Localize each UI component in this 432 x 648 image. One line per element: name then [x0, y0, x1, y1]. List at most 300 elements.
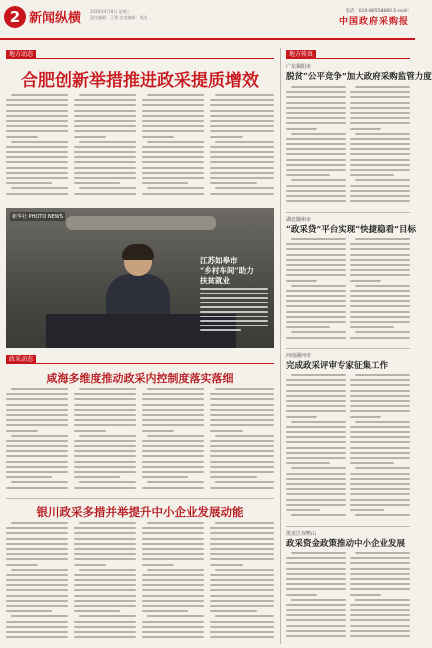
- body-text-line: [350, 148, 410, 150]
- body-text-line: [142, 419, 204, 421]
- body-text-line: [350, 243, 410, 245]
- main-article-col-4: [210, 94, 274, 202]
- body-text-line: [6, 471, 68, 473]
- body-text-line: [210, 167, 274, 169]
- side-article-2-headline: “政采贷”平台实现“快捷稳看”目标: [286, 225, 417, 235]
- body-text-line: [210, 461, 274, 463]
- body-text-line: [6, 532, 68, 534]
- body-text-line: [74, 543, 136, 545]
- body-text-line: [350, 169, 410, 171]
- body-text-line: [350, 568, 410, 570]
- body-text-line: [286, 410, 346, 412]
- body-text-line: [210, 409, 274, 411]
- body-text-line: [210, 527, 274, 529]
- body-text-line: [286, 269, 346, 271]
- body-text-line: [286, 264, 346, 266]
- body-text-line: [210, 466, 274, 468]
- body-text-line: [210, 110, 274, 112]
- body-text-line: [286, 107, 346, 109]
- body-text-line: [350, 274, 410, 276]
- body-text-line: [215, 481, 274, 483]
- body-text-line: [11, 187, 68, 189]
- body-text-line: [350, 452, 410, 454]
- body-text-line: [350, 426, 410, 428]
- caption-text-line: [200, 325, 268, 327]
- side-article-2-col-2: [350, 238, 410, 344]
- body-text-line: [291, 238, 346, 240]
- side-article-4-kicker: 黑龙江双鸭山: [286, 531, 317, 537]
- body-text-line: [350, 562, 410, 564]
- body-text-line: [286, 609, 346, 611]
- body-text-line: [142, 172, 204, 174]
- body-text-line: [6, 584, 68, 586]
- body-text-line: [6, 404, 68, 406]
- body-text-line: [6, 110, 68, 112]
- body-text-line: [6, 414, 68, 416]
- body-text-line: [142, 450, 204, 452]
- body-text-line: [142, 120, 204, 122]
- body-text-line: [355, 179, 410, 181]
- caption-text-line: [200, 297, 268, 299]
- body-text-line: [210, 104, 274, 106]
- body-text-line: [350, 619, 410, 621]
- body-text-line: [74, 424, 136, 426]
- body-text-line: [286, 604, 346, 606]
- body-text-line: [74, 564, 106, 566]
- body-text-line: [286, 478, 346, 480]
- body-text-line: [286, 153, 346, 155]
- body-text-line: [6, 115, 68, 117]
- body-text-line: [142, 621, 204, 623]
- body-text-line: [74, 605, 136, 607]
- body-text-line: [74, 487, 136, 489]
- body-text-line: [6, 167, 68, 169]
- body-text-line: [355, 421, 410, 423]
- body-text-line: [355, 238, 410, 240]
- lower-article-col-3: [142, 388, 204, 494]
- lower-article-col-2: [74, 388, 136, 494]
- body-text-line: [142, 445, 204, 447]
- body-text-line: [210, 125, 274, 127]
- body-text-line: [286, 138, 346, 140]
- body-text-line: [210, 161, 274, 163]
- caption-text-line: [200, 316, 268, 318]
- section-tag-fax: 地方传真: [286, 50, 316, 59]
- body-text-line: [350, 635, 410, 637]
- body-text-line: [74, 636, 136, 638]
- body-text-line: [210, 574, 274, 576]
- body-text-line: [215, 522, 274, 524]
- body-text-line: [6, 177, 68, 179]
- body-text-line: [6, 543, 68, 545]
- body-text-line: [286, 614, 346, 616]
- body-text-line: [286, 96, 346, 98]
- caption-text-line: [200, 311, 268, 313]
- body-text-line: [74, 610, 120, 612]
- body-text-line: [350, 379, 410, 381]
- side-article-1-col-1: [286, 86, 346, 208]
- body-text-line: [350, 493, 410, 495]
- body-text-line: [6, 476, 52, 478]
- side-article-4-col-1: [286, 552, 346, 644]
- body-text-line: [6, 409, 68, 411]
- body-text-line: [286, 164, 346, 166]
- body-text-line: [350, 436, 410, 438]
- body-text-line: [350, 614, 410, 616]
- body-text-line: [286, 400, 346, 402]
- body-text-line: [210, 558, 274, 560]
- body-text-line: [74, 450, 136, 452]
- body-text-line: [142, 424, 204, 426]
- body-text-line: [286, 625, 346, 627]
- body-text-line: [74, 553, 136, 555]
- body-text-line: [74, 156, 136, 158]
- body-text-line: [286, 573, 346, 575]
- side-article-2-col-1: [286, 238, 346, 344]
- body-text-line: [74, 182, 120, 184]
- body-text-line: [74, 548, 136, 550]
- body-text-line: [142, 104, 204, 106]
- body-text-line: [210, 476, 257, 478]
- body-text-line: [74, 120, 136, 122]
- body-text-line: [74, 626, 136, 628]
- body-text-line: [142, 471, 204, 473]
- body-text-line: [291, 421, 346, 423]
- body-text-line: [286, 169, 346, 171]
- side-article-4-headline: 政采资金政策推动中小企业发展: [286, 539, 406, 549]
- body-text-line: [286, 431, 346, 433]
- body-text-line: [74, 151, 136, 153]
- body-text-line: [350, 390, 410, 392]
- body-text-line: [6, 461, 68, 463]
- body-text-line: [74, 558, 136, 560]
- body-text-line: [286, 499, 346, 501]
- body-text-line: [79, 94, 136, 96]
- body-text-line: [355, 514, 410, 516]
- body-text-line: [79, 522, 136, 524]
- body-text-line: [74, 584, 136, 586]
- body-text-line: [210, 631, 274, 633]
- body-text-line: [142, 99, 204, 101]
- body-text-line: [142, 156, 204, 158]
- body-text-line: [142, 631, 204, 633]
- body-text-line: [6, 130, 68, 132]
- main-article-col-1: [6, 94, 68, 202]
- body-text-line: [142, 626, 204, 628]
- body-text-line: [286, 473, 346, 475]
- body-text-line: [210, 99, 274, 101]
- body-text-line: [286, 274, 346, 276]
- body-text-line: [142, 461, 204, 463]
- bottom-article-col-2: [74, 522, 136, 644]
- body-text-line: [350, 384, 410, 386]
- body-text-line: [286, 117, 346, 119]
- article-divider: [286, 526, 410, 527]
- body-text-line: [286, 243, 346, 245]
- caption-text-line: [200, 329, 241, 331]
- body-text-line: [286, 635, 346, 637]
- body-text-line: [286, 583, 346, 585]
- body-text-line: [286, 578, 346, 580]
- body-text-line: [142, 543, 204, 545]
- body-text-line: [350, 316, 410, 318]
- body-text-line: [286, 493, 346, 495]
- caption-text-line: [200, 293, 268, 295]
- body-text-line: [286, 259, 346, 261]
- body-text-line: [210, 471, 274, 473]
- body-text-line: [210, 151, 274, 153]
- body-text-line: [74, 600, 136, 602]
- newspaper-brand: 中国政府采购报: [338, 17, 409, 27]
- body-text-line: [210, 182, 257, 184]
- body-text-line: [74, 414, 136, 416]
- body-text-line: [142, 487, 204, 489]
- body-text-line: [286, 390, 346, 392]
- body-text-line: [6, 99, 68, 101]
- body-text-line: [6, 579, 68, 581]
- body-text-line: [6, 553, 68, 555]
- body-text-line: [350, 462, 394, 464]
- body-text-line: [74, 404, 136, 406]
- body-text-line: [350, 578, 410, 580]
- body-text-line: [142, 125, 204, 127]
- section-name: 新闻纵横: [29, 11, 82, 26]
- body-text-line: [286, 300, 346, 302]
- body-text-line: [210, 532, 274, 534]
- section-tag-local: 地方动态: [6, 50, 36, 59]
- body-text-line: [6, 631, 68, 633]
- body-text-line: [286, 452, 346, 454]
- body-text-line: [74, 161, 136, 163]
- body-text-line: [286, 395, 346, 397]
- body-text-line: [286, 91, 346, 93]
- body-text-line: [210, 543, 274, 545]
- body-text-line: [210, 538, 274, 540]
- body-text-line: [350, 295, 410, 297]
- side-article-3-headline: 完成政采评审专家征集工作: [286, 361, 389, 371]
- body-text-line: [6, 104, 68, 106]
- body-text-line: [350, 280, 381, 282]
- body-text-line: [286, 630, 346, 632]
- section-rule: [6, 58, 274, 59]
- caption-text-line: [200, 288, 268, 290]
- ceiling-light: [66, 216, 216, 230]
- body-text-line: [286, 405, 346, 407]
- body-text-line: [6, 636, 68, 638]
- body-text-line: [210, 548, 274, 550]
- side-article-2-kicker: 湖北随州市: [286, 217, 312, 223]
- bottom-article-col-3: [142, 522, 204, 644]
- body-text-line: [210, 430, 243, 432]
- body-text-line: [286, 483, 346, 485]
- body-text-line: [350, 447, 410, 449]
- body-text-line: [286, 254, 346, 256]
- body-text-line: [74, 419, 136, 421]
- body-text-line: [142, 398, 204, 400]
- body-text-line: [142, 589, 204, 591]
- body-text-line: [147, 481, 204, 483]
- body-text-line: [147, 522, 204, 524]
- body-text-line: [350, 604, 410, 606]
- body-text-line: [286, 509, 320, 511]
- body-text-line: [350, 117, 410, 119]
- body-text-line: [79, 615, 136, 617]
- body-text-line: [6, 156, 68, 158]
- caption-text-line: [200, 302, 268, 304]
- body-text-line: [286, 128, 317, 130]
- body-text-line: [142, 182, 188, 184]
- body-text-line: [142, 151, 204, 153]
- body-text-line: [142, 564, 174, 566]
- body-text-line: [215, 388, 274, 390]
- body-text-line: [6, 548, 68, 550]
- body-text-line: [286, 143, 346, 145]
- body-text-line: [6, 527, 68, 529]
- body-text-line: [79, 569, 136, 571]
- body-text-line: [350, 122, 410, 124]
- body-text-line: [74, 595, 136, 597]
- side-article-1-kicker: 广东揭阳市: [286, 64, 312, 70]
- body-text-line: [350, 504, 410, 506]
- body-text-line: [74, 471, 136, 473]
- body-text-line: [142, 393, 204, 395]
- column-divider: [280, 48, 281, 644]
- body-text-line: [286, 426, 346, 428]
- photo-caption-text: [200, 288, 268, 334]
- body-text-line: [291, 86, 346, 88]
- article-divider: [6, 498, 274, 499]
- body-text-line: [350, 269, 410, 271]
- body-text-line: [210, 136, 243, 138]
- body-text-line: [74, 466, 136, 468]
- body-text-line: [6, 136, 38, 138]
- body-text-line: [355, 331, 410, 333]
- article-divider: [286, 348, 410, 349]
- body-text-line: [210, 130, 274, 132]
- body-text-line: [147, 569, 204, 571]
- body-text-line: [142, 146, 204, 148]
- body-text-line: [142, 574, 204, 576]
- body-text-line: [350, 102, 410, 104]
- body-text-line: [74, 104, 136, 106]
- body-text-line: [350, 300, 410, 302]
- body-text-line: [147, 141, 204, 143]
- body-text-line: [11, 522, 68, 524]
- body-text-line: [350, 190, 410, 192]
- body-text-line: [11, 94, 68, 96]
- body-text-line: [142, 600, 204, 602]
- issue-date: 2020年4月8日 星期三: [90, 9, 131, 14]
- body-text-line: [6, 445, 68, 447]
- body-text-line: [286, 488, 346, 490]
- bottom-article-col-4: [210, 522, 274, 644]
- body-text-line: [286, 588, 346, 590]
- body-text-line: [286, 248, 346, 250]
- body-text-line: [350, 159, 410, 161]
- body-text-line: [6, 120, 68, 122]
- body-text-line: [74, 136, 106, 138]
- body-text-line: [350, 478, 410, 480]
- body-text-line: [350, 91, 410, 93]
- bottom-headline: 银川政采多措并举提升中小企业发展动能: [36, 505, 244, 519]
- body-text-line: [350, 290, 410, 292]
- body-text-line: [350, 594, 381, 596]
- body-text-line: [147, 388, 204, 390]
- body-text-line: [350, 264, 410, 266]
- body-text-line: [210, 600, 274, 602]
- body-text-line: [355, 467, 410, 469]
- body-text-line: [350, 248, 410, 250]
- body-text-line: [74, 476, 120, 478]
- body-text-line: [142, 167, 204, 169]
- body-text-line: [142, 404, 204, 406]
- body-text-line: [350, 96, 410, 98]
- body-text-line: [350, 431, 410, 433]
- body-text-line: [286, 416, 317, 418]
- body-text-line: [74, 167, 136, 169]
- article-divider: [286, 212, 410, 213]
- body-text-line: [6, 430, 38, 432]
- body-text-line: [210, 398, 274, 400]
- body-text-line: [74, 621, 136, 623]
- body-text-line: [6, 605, 68, 607]
- body-text-line: [350, 138, 410, 140]
- body-text-line: [74, 579, 136, 581]
- body-text-line: [6, 600, 68, 602]
- body-text-line: [6, 610, 52, 612]
- caption-text-line: [200, 320, 268, 322]
- photo-caption-title: 江苏如皋市 “乡村车间”助力 扶贫就业: [200, 256, 254, 285]
- body-text-line: [142, 476, 188, 478]
- body-text-line: [350, 259, 410, 261]
- body-text-line: [74, 574, 136, 576]
- body-text-line: [350, 457, 410, 459]
- body-text-line: [142, 110, 204, 112]
- body-text-line: [142, 115, 204, 117]
- body-text-line: [350, 410, 410, 412]
- body-text-line: [6, 558, 68, 560]
- body-text-line: [286, 190, 346, 192]
- body-text-line: [350, 395, 410, 397]
- lower-article-col-4: [210, 388, 274, 494]
- body-text-line: [142, 553, 204, 555]
- body-text-line: [355, 552, 410, 554]
- body-text-line: [6, 564, 38, 566]
- body-text-line: [350, 200, 410, 202]
- section-tag-policy: 政采动态: [6, 355, 36, 364]
- side-article-3-kicker: 河南漯河市: [286, 353, 312, 359]
- body-text-line: [215, 615, 274, 617]
- body-text-line: [74, 115, 136, 117]
- body-text-line: [74, 538, 136, 540]
- caption-text-line: [200, 306, 268, 308]
- body-text-line: [210, 177, 274, 179]
- body-text-line: [355, 133, 410, 135]
- body-text-line: [142, 595, 204, 597]
- section-rule: [6, 363, 274, 364]
- body-text-line: [210, 605, 274, 607]
- bottom-article-col-1: [6, 522, 68, 644]
- body-text-line: [350, 499, 410, 501]
- side-article-1-col-2: [350, 86, 410, 208]
- section-rule: [286, 58, 410, 59]
- body-text-line: [74, 393, 136, 395]
- body-text-line: [350, 254, 410, 256]
- lower-headline: 咸海多维度推动政采内控制度落实落细: [46, 372, 234, 385]
- body-text-line: [350, 405, 410, 407]
- body-text-line: [74, 99, 136, 101]
- body-text-line: [350, 164, 410, 166]
